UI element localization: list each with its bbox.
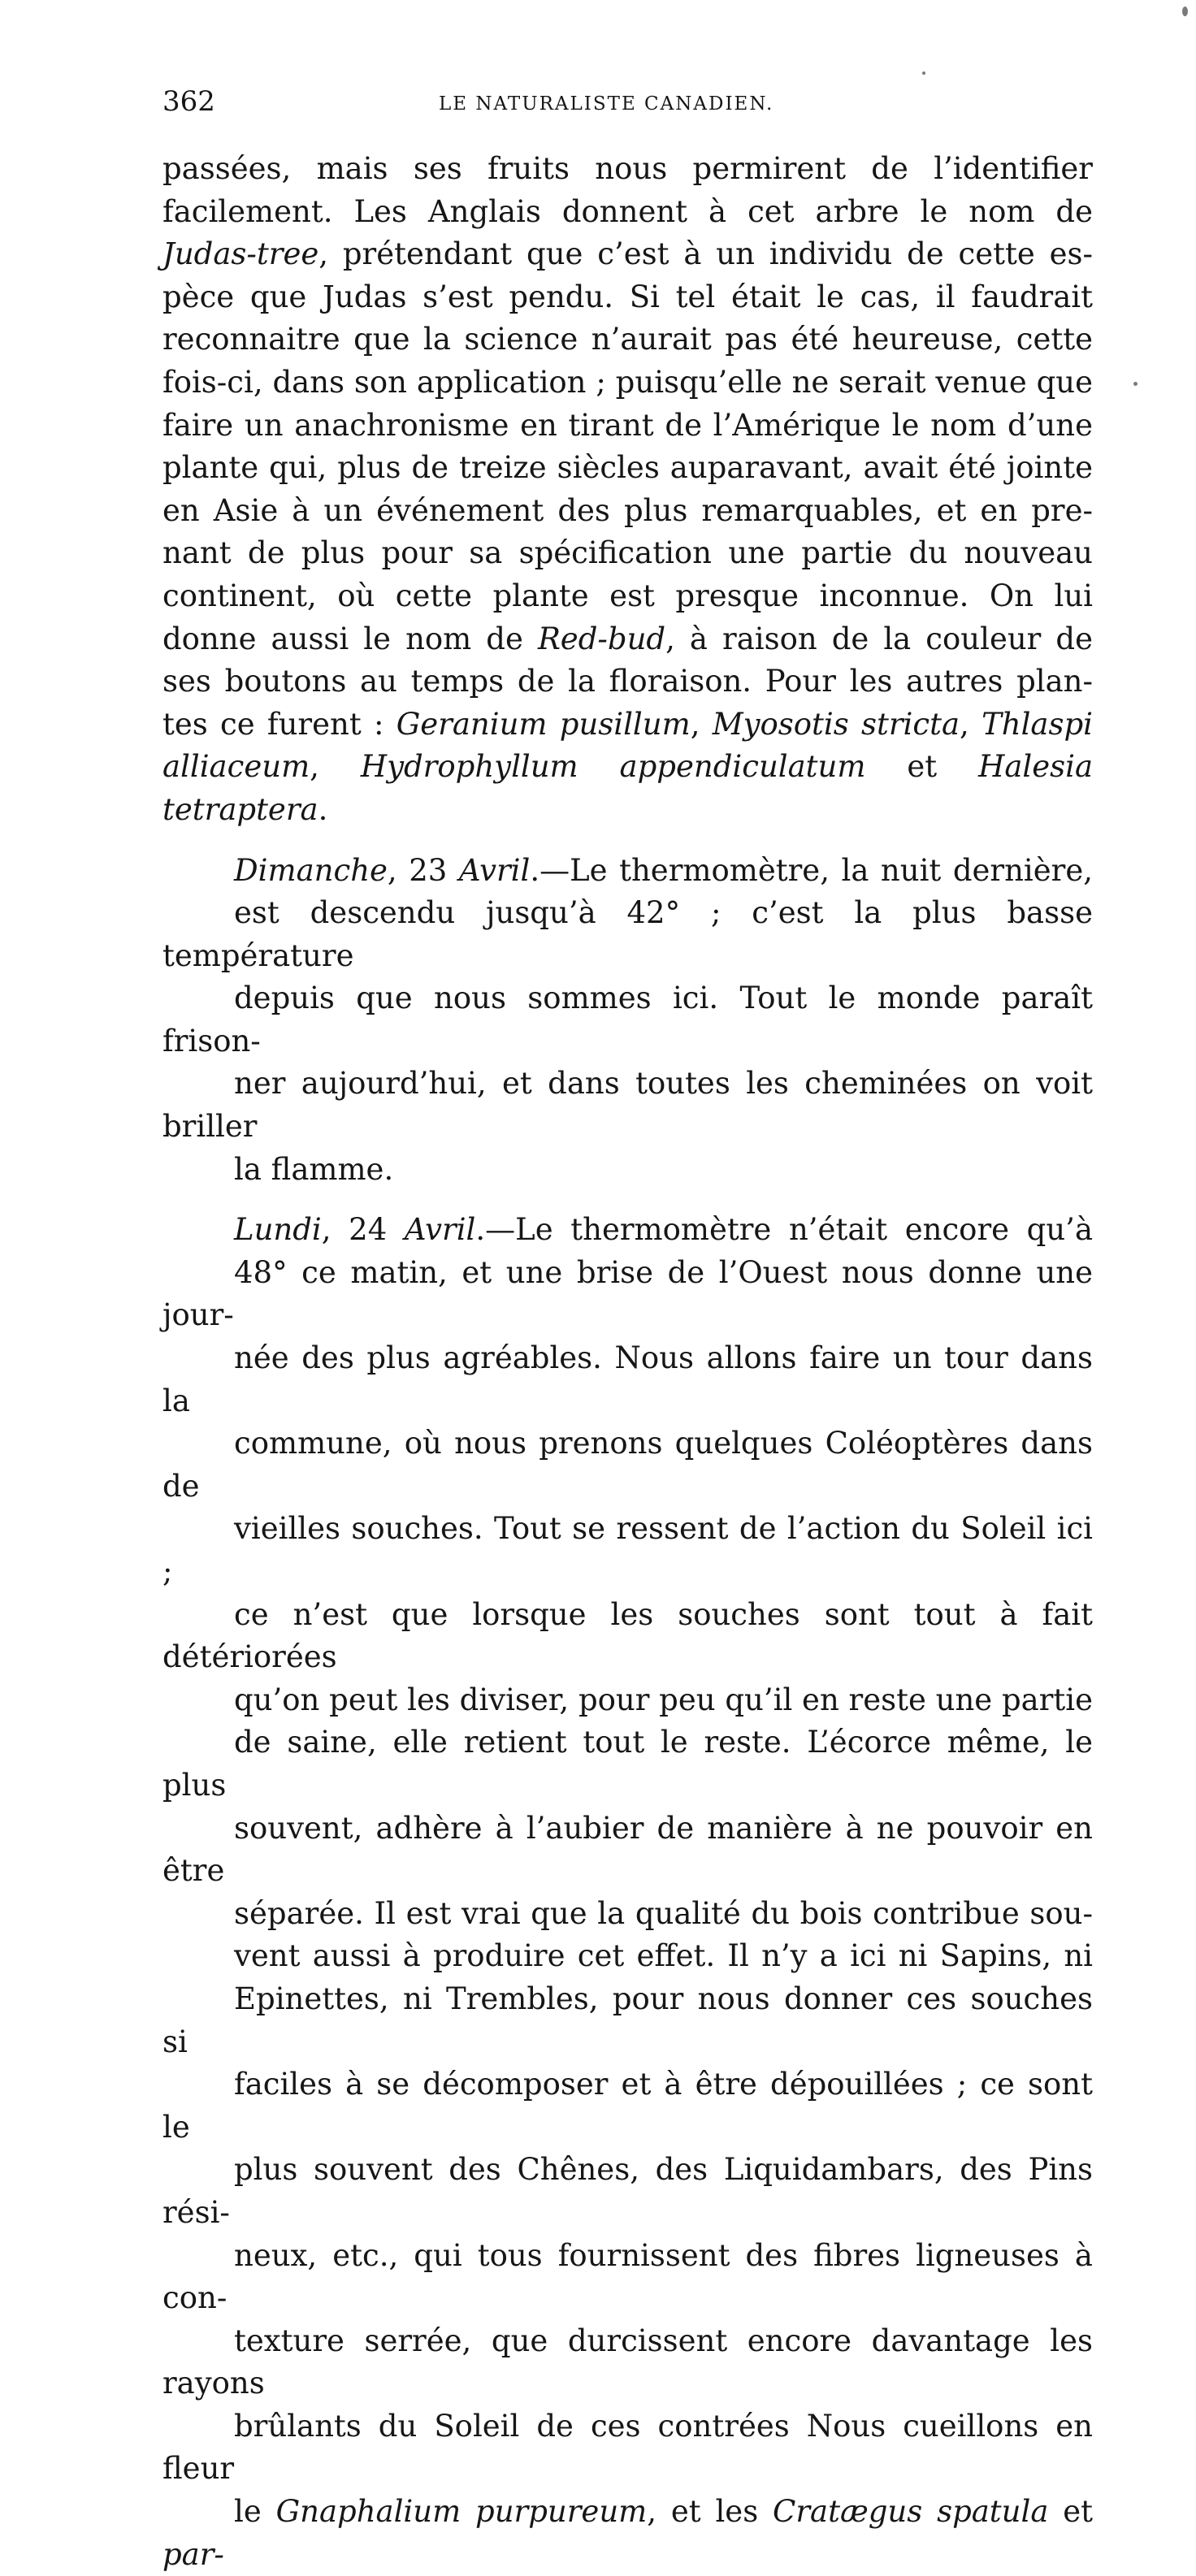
- italic-run: Thlaspi: [982, 706, 1093, 742]
- text-run: .—Le thermomètre, la nuit dernière,: [530, 852, 1093, 888]
- scan-speck: [1182, 6, 1188, 16]
- text-run: , 24: [321, 1212, 405, 1248]
- text-line: [162, 1337, 1093, 1422]
- text-run: ,: [310, 749, 361, 785]
- text-run: passées, mais ses fruits nous permirent de l’identifier: [162, 151, 1093, 186]
- text-run: plante qui, plus de treize siècles auparavant, avait été jointe: [162, 450, 1093, 486]
- text-run: ,: [960, 706, 982, 742]
- text-run: .—Le thermomètre n’était encore qu’à: [475, 1212, 1094, 1248]
- text-run: brûlants du Soleil de ces contrées Nous cueillons en fleur: [162, 2408, 1093, 2487]
- text-line: [162, 1594, 1093, 1679]
- text-run: et: [1048, 2494, 1094, 2530]
- text-line: [162, 532, 1093, 575]
- italic-run: Lundi: [234, 1212, 322, 1248]
- italic-run: Gnaphalium purpureum: [275, 2494, 648, 2530]
- text-run: .: [318, 791, 328, 827]
- paragraph-p2: [162, 850, 1093, 1192]
- text-run: , prétendant que c’est à un individu de cette es-: [318, 236, 1093, 272]
- italic-run: Hydrophyllum appendiculatum: [360, 749, 866, 785]
- text-run: commune, où nous prenons quelques Coléoptères dans de: [162, 1426, 1093, 1504]
- text-line: [162, 318, 1093, 362]
- text-run: vent aussi à produire cet effet. Il n’y a ici ni Sapins, ni: [234, 1938, 1093, 1974]
- text-run: Epinettes, ni Trembles, pour nous donner ces souches si: [162, 1981, 1093, 2059]
- text-line: [162, 2405, 1093, 2491]
- text-line: [162, 892, 1093, 977]
- text-line: [162, 2491, 1093, 2576]
- italic-run: alliaceum: [162, 749, 310, 785]
- text-line: [162, 618, 1093, 661]
- text-line: [162, 850, 1093, 893]
- text-run: vieilles souches. Tout se ressent de l’action du Soleil ici ;: [162, 1511, 1093, 1589]
- text-run: le: [234, 2494, 276, 2530]
- text-line: [162, 233, 1093, 276]
- text-run: et: [865, 749, 979, 785]
- text-line: [162, 2320, 1093, 2405]
- text-run: qu’on peut les diviser, pour peu qu’il en reste une partie: [234, 1682, 1093, 1717]
- text-run: faire un anachronisme en tirant de l’Amérique le nom d’une: [162, 407, 1093, 443]
- text-line: [162, 704, 1093, 747]
- body-text: [162, 148, 1093, 2576]
- text-line: [162, 1149, 1093, 1192]
- running-title: LE NATURALISTE CANADIEN.: [439, 93, 774, 115]
- text-run: fois-ci, dans son application ; puisqu’elle ne serait venue que: [162, 364, 1093, 400]
- text-line: [162, 362, 1093, 405]
- text-run: facilement. Les Anglais donnent à cet arbre le nom de: [162, 193, 1093, 229]
- italic-run: Avril: [404, 1212, 476, 1248]
- text-run: plus souvent des Chênes, des Liquidambars, des Pins rési-: [162, 2152, 1093, 2230]
- text-line: [162, 2063, 1093, 2149]
- scan-speck: [1133, 382, 1138, 386]
- text-run: nant de plus pour sa spécification une partie du nouveau: [162, 535, 1093, 571]
- text-line: [162, 1252, 1093, 1337]
- text-run: texture serrée, que durcissent encore davantage les rayons: [162, 2323, 1093, 2401]
- italic-run: Dimanche: [234, 852, 388, 888]
- text-line: [162, 191, 1093, 234]
- text-line: [162, 1209, 1093, 1252]
- text-run: , et les: [647, 2494, 774, 2530]
- text-run: est descendu jusqu’à 42° ; c’est la plus basse température: [162, 895, 1093, 973]
- italic-run: Judas-tree: [162, 236, 319, 272]
- italic-run: Myosotis stricta: [712, 706, 960, 742]
- text-line: [162, 660, 1093, 704]
- text-line: [162, 2235, 1093, 2320]
- text-run: ses boutons au temps de la floraison. Pour les autres plan-: [162, 664, 1093, 699]
- text-run: neux, etc., qui tous fournissent des fibres ligneuses à con-: [162, 2237, 1093, 2316]
- text-line: [162, 1508, 1093, 1593]
- text-run: née des plus agréables. Nous allons faire un tour dans la: [162, 1340, 1093, 1418]
- text-run: tes ce furent :: [162, 706, 396, 742]
- italic-run: Cratægus spatula: [773, 2494, 1049, 2530]
- text-line: [162, 1808, 1093, 1893]
- italic-run: par-: [162, 2536, 224, 2572]
- text-line: [162, 1893, 1093, 1936]
- running-head: [162, 81, 1093, 122]
- text-line: [162, 1935, 1093, 1978]
- text-line: [162, 1063, 1093, 1148]
- scan-speck: [922, 71, 925, 75]
- italic-run: Red-bud: [537, 621, 666, 656]
- book-page: [162, 0, 1094, 2572]
- page-number: 362: [162, 85, 215, 118]
- text-line: [162, 447, 1093, 490]
- text-line: [162, 575, 1093, 618]
- text-run: la flamme.: [234, 1151, 394, 1187]
- text-run: depuis que nous sommes ici. Tout le monde paraît frison-: [162, 981, 1093, 1059]
- text-line: [162, 148, 1093, 191]
- italic-run: Geranium pusillum: [396, 706, 691, 742]
- text-run: , à raison de la couleur de: [665, 621, 1093, 656]
- text-line: [162, 746, 1093, 831]
- italic-run: Avril: [458, 852, 531, 888]
- paragraph-p3: [162, 1209, 1093, 2576]
- text-run: souvent, adhère à l’aubier de manière à ne pouvoir en être: [162, 1810, 1093, 1889]
- text-run: continent, où cette plante est presque inconnue. On lui: [162, 578, 1093, 613]
- text-run: , 23: [387, 852, 459, 888]
- paragraph-p1: [162, 148, 1093, 832]
- text-line: [162, 1978, 1093, 2063]
- text-run: pèce que Judas s’est pendu. Si tel était le cas, il faudrait: [162, 279, 1093, 314]
- text-line: [162, 2149, 1093, 2234]
- text-line: [162, 276, 1093, 319]
- text-line: [162, 1422, 1093, 1508]
- text-run: donne aussi le nom de: [162, 621, 538, 656]
- text-run: reconnaitre que la science n’aurait pas été heureuse, cette: [162, 322, 1093, 357]
- text-run: de saine, elle retient tout le reste. L’écorce même, le plus: [162, 1725, 1093, 1803]
- text-run: séparée. Il est vrai que la qualité du bois contribue sou-: [234, 1895, 1093, 1931]
- text-line: [162, 490, 1093, 533]
- text-run: en Asie à un événement des plus remarquables, et en pre-: [162, 492, 1093, 528]
- text-run: 48° ce matin, et une brise de l’Ouest nous donne une jour-: [162, 1254, 1093, 1333]
- text-line: [162, 405, 1093, 448]
- text-run: ,: [690, 706, 713, 742]
- text-line: [162, 977, 1093, 1063]
- text-line: [162, 1721, 1093, 1807]
- text-run: ner aujourd’hui, et dans toutes les cheminées on voit briller: [162, 1066, 1093, 1145]
- italic-run: Halesia tetraptera: [162, 749, 1093, 827]
- text-run: faciles à se décomposer et à être dépouillées ; ce sont le: [162, 2067, 1093, 2145]
- text-line: [162, 1679, 1093, 1722]
- text-run: ce n’est que lorsque les souches sont tout à fait détériorées: [162, 1596, 1093, 1675]
